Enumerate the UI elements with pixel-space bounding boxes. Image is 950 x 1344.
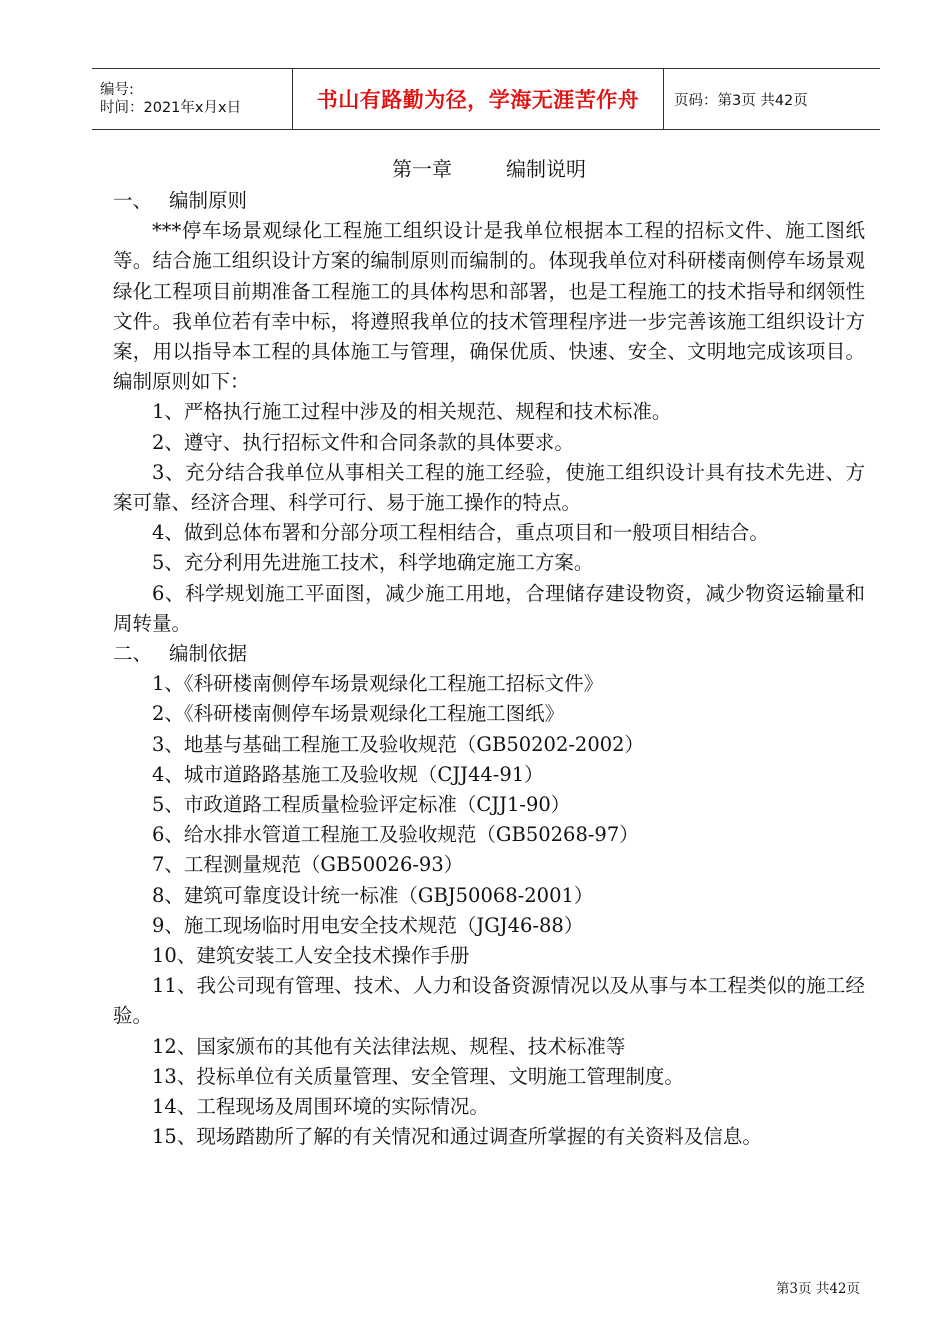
basis-item: 9、施工现场临时用电安全技术规范（JGJ46-88） — [152, 913, 584, 937]
chapter-name: 编制说明 — [506, 157, 586, 181]
intro-paragraph: ***停车场景观绿化工程施工组织设计是我单位根据本工程的招标文件、施工图纸等。结合施工组织设计方案的编制原则而编制的。体现我单位对科研楼南侧停车场景观绿化工程项目前期准备工程施工的具体构思和部署，也是工程施工的技术指导和纲领性文件。我单位若有幸中标，将遵照我单位的技术管理程序进一步完善该施工组织设计方案，用以指导本工程的具体施工与管理，确保优质、快速、安全、文明地完成该项目。编制原则如下： — [113, 219, 865, 394]
basis-item: 6、给水排水管道工程施工及验收规范（GB50268-97） — [152, 823, 639, 847]
principle-item: 6、科学规划施工平面图，减少施工用地，合理储存建设物资，减少物资运输量和周转量。 — [113, 581, 865, 635]
basis-item: 11、我公司现有管理、技术、人力和设备资源情况以及从事与本工程类似的施工经验。 — [113, 974, 865, 1028]
document-body — [113, 152, 865, 1153]
code-label: 编号: — [100, 82, 134, 98]
basis-item: 2、《科研楼南侧停车场景观绿化工程施工图纸》 — [152, 702, 565, 726]
basis-item: 12、国家颁布的其他有关法律法规、规程、技术标准等 — [152, 1034, 626, 1058]
principle-item: 2、遵守、执行招标文件和合同条款的具体要求。 — [152, 430, 574, 454]
basis-item: 8、建筑可靠度设计统一标准（GBJ50068-2001） — [152, 883, 594, 907]
header-meta — [92, 69, 292, 129]
time-label: 时间：2021年x月x日 — [100, 100, 242, 116]
page-footer: 第3页 共42页 — [775, 1281, 860, 1297]
chapter-title — [113, 152, 865, 186]
page-label: 页码：第3页 共42页 — [674, 92, 808, 109]
chapter-number: 第一章 — [392, 157, 452, 181]
principle-item: 5、充分利用先进施工技术，科学地确定施工方案。 — [152, 551, 594, 575]
section-heading-1 — [113, 186, 865, 216]
principle-item: 1、严格执行施工过程中涉及的相关规范、规程和技术标准。 — [152, 400, 672, 424]
principle-item: 3、充分结合我单位从事相关工程的施工经验，使施工组织设计具有技术先进、方案可靠、经济合理、科学可行、易于施工操作的特点。 — [113, 460, 865, 515]
motto: 书山有路勤为径，学海无涯苦作舟 — [316, 88, 640, 112]
header-motto-cell — [292, 69, 664, 129]
section-heading-2 — [113, 639, 865, 669]
basis-item: 14、工程现场及周围环境的实际情况。 — [152, 1095, 489, 1119]
section-number: 一、 — [113, 189, 153, 212]
basis-item: 1、《科研楼南侧停车场景观绿化工程施工招标文件》 — [152, 672, 604, 696]
basis-item: 10、建筑安装工人安全技术操作手册 — [152, 944, 470, 968]
section-title: 编制依据 — [169, 642, 248, 666]
principle-item: 4、做到总体布署和分部分项工程相结合，重点项目和一般项目相结合。 — [152, 521, 769, 545]
basis-item: 13、投标单位有关质量管理、安全管理、文明施工管理制度。 — [152, 1064, 684, 1088]
basis-item: 3、地基与基础工程施工及验收规范（GB50202-2002） — [152, 732, 645, 756]
header-page-cell — [664, 69, 880, 129]
basis-item: 5、市政道路工程质量检验评定标准（CJJ1-90） — [152, 793, 571, 817]
basis-item: 4、城市道路路基施工及验收规（CJJ44-91） — [152, 762, 544, 786]
basis-item: 7、工程测量规范（GB50026-93） — [152, 853, 464, 877]
section-number: 二、 — [113, 642, 153, 666]
section-title: 编制原则 — [169, 189, 248, 212]
page-header — [92, 68, 880, 130]
basis-item: 15、现场踏勘所了解的有关情况和通过调查所掌握的有关资料及信息。 — [152, 1125, 762, 1149]
